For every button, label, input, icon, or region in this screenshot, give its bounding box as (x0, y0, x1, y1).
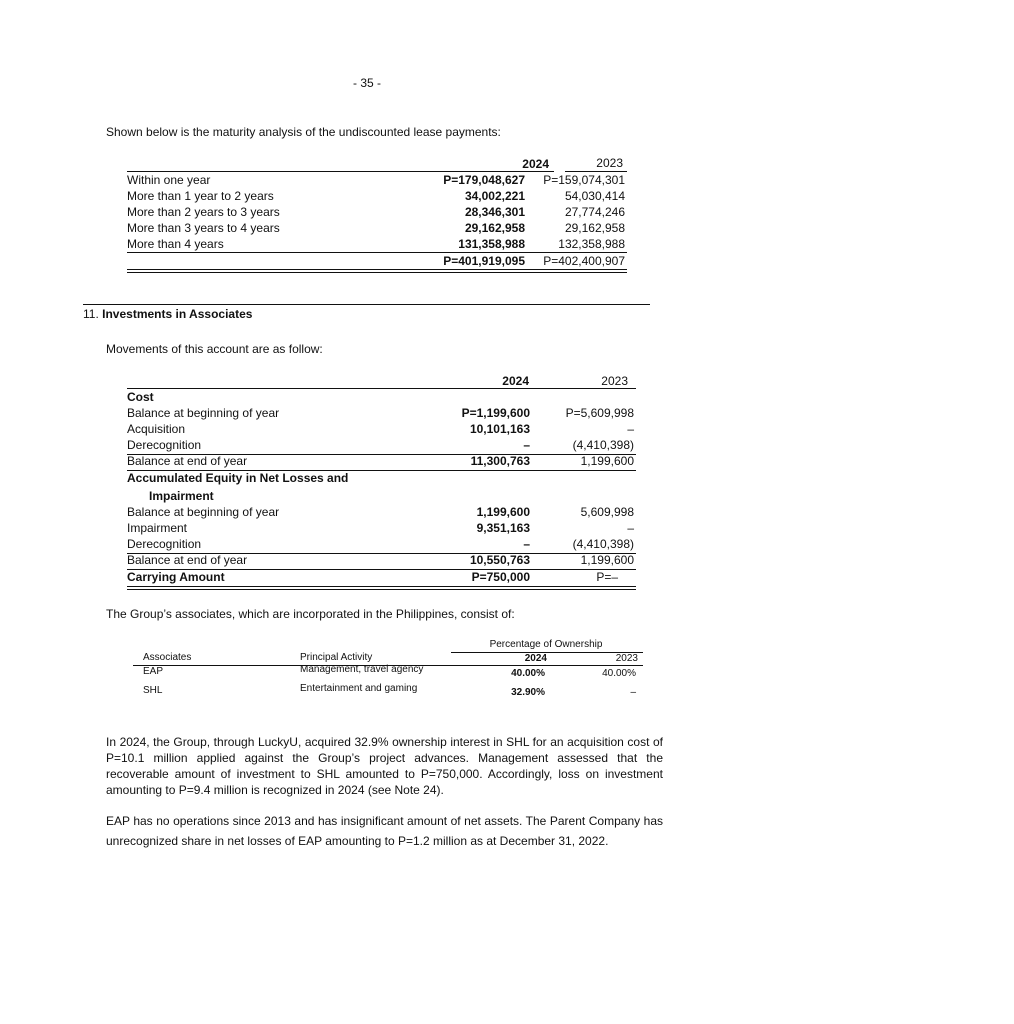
value-2024: 34,002,221 (464, 189, 525, 203)
col-assoc-2024: 2024 (524, 653, 547, 664)
value-2023: 29,162,958 (564, 221, 625, 235)
col-assoc-2023: 2023 (615, 653, 638, 664)
value-2023: (4,410,398) (572, 438, 634, 452)
equity-header-line-1: Accumulated Equity in Net Losses and (127, 471, 349, 485)
paragraph-acquisition: In 2024, the Group, through LuckyU, acquired 32.9% ownership interest in SHL for an acquisition cost of P=10.1 million applied against the Group’s project advances. Management assessed that the recoverable amount of investment to SHL amounted to P=750,000. Accordingly, loss on investment amounting to P=9.4 million is recognized in 2024 (see Note 24). (106, 735, 663, 797)
equity-header-line-2: Impairment (149, 489, 214, 503)
row-label: Derecognition (127, 438, 202, 452)
value-2023: 27,774,246 (564, 205, 625, 219)
cost-subtotal-rule (127, 454, 636, 455)
carrying-2024: P=750,000 (471, 570, 530, 584)
col-principal-activity: Principal Activity (300, 652, 373, 663)
lease-total-2023: P=402,400,907 (543, 254, 625, 268)
lease-col-2023: 2023 (596, 156, 623, 170)
value-2024: 29,162,958 (464, 221, 525, 235)
value-2024: P=1,199,600 (461, 406, 530, 420)
pct-ownership-header: Percentage of Ownership (489, 639, 603, 650)
value-2024: 9,351,163 (476, 521, 530, 535)
lease-row (127, 205, 627, 221)
associate-pct-2023: 40.00% (602, 668, 636, 679)
cost-header: Cost (127, 390, 154, 404)
equity-row (127, 553, 636, 569)
value-2024: P=179,048,627 (443, 173, 525, 187)
lease-total-double-rule (127, 269, 627, 273)
associate-row (133, 685, 643, 701)
row-label: Acquisition (127, 422, 186, 436)
value-2024: 131,358,988 (458, 237, 525, 251)
row-label: Balance at beginning of year (127, 406, 280, 420)
carrying-amount-row (127, 570, 636, 586)
equity-row (127, 521, 636, 537)
col-associates: Associates (143, 652, 192, 663)
value-2023: 5,609,998 (580, 505, 634, 519)
section-heading (83, 307, 252, 321)
value-2024: – (523, 537, 530, 551)
paragraph-eap: EAP has no operations since 2013 and has insignificant amount of net assets. The Parent Company has unrecognized share in net losses of EAP amounting to P=1.2 million as at December 31, 2022. (106, 814, 663, 848)
associates-table (133, 639, 643, 709)
cost-row (127, 438, 636, 454)
value-2023: (4,410,398) (572, 537, 634, 551)
movements-intro: Movements of this account are as follow: (106, 342, 323, 356)
row-label: Within one year (127, 173, 211, 187)
value-2023: 1,199,600 (580, 454, 634, 468)
associate-pct-2024: 32.90% (511, 687, 545, 698)
equity-row (127, 505, 636, 521)
value-2023: P=5,609,998 (565, 406, 634, 420)
associate-row (133, 666, 643, 682)
row-label: More than 2 years to 3 years (127, 205, 280, 219)
value-2023: P=159,074,301 (543, 173, 625, 187)
associate-name: SHL (143, 685, 163, 696)
value-2023: – (627, 521, 634, 535)
value-2024: 1,199,600 (476, 505, 530, 519)
value-2023: 1,199,600 (580, 553, 634, 567)
movements-col-2023: 2023 (601, 374, 628, 388)
lease-header-rule-2023 (565, 171, 627, 172)
value-2023: – (627, 422, 634, 436)
lease-subtotal-rule (127, 252, 627, 253)
value-2024: 28,346,301 (464, 205, 525, 219)
row-label: Impairment (127, 521, 188, 535)
associate-name: EAP (143, 666, 164, 677)
value-2023: 132,358,988 (558, 237, 625, 251)
section-divider (83, 304, 650, 305)
associate-pct-2023: – (630, 687, 636, 698)
value-2023: 54,030,414 (564, 189, 625, 203)
value-2024: – (523, 438, 530, 452)
value-2024: 11,300,763 (470, 454, 530, 468)
lease-row (127, 221, 627, 237)
row-label: Balance at end of year (127, 454, 248, 468)
row-label: Balance at end of year (127, 553, 248, 567)
row-label: Derecognition (127, 537, 202, 551)
section-number: 11. (83, 307, 99, 321)
lease-row (127, 237, 627, 253)
associate-activity: Entertainment and gaming (300, 683, 418, 694)
row-label: More than 4 years (127, 237, 224, 251)
carrying-double-rule (127, 586, 636, 590)
cost-row (127, 406, 636, 422)
row-label: Balance at beginning of year (127, 505, 280, 519)
lease-row (127, 173, 627, 189)
movements-header-rule (127, 388, 636, 389)
value-2024: 10,101,163 (469, 422, 530, 436)
lease-total-2024: P=401,919,095 (443, 254, 525, 268)
carrying-2023: P=– (596, 570, 618, 584)
associate-pct-2024: 40.00% (511, 668, 545, 679)
lease-row (127, 189, 627, 205)
cost-row (127, 454, 636, 470)
row-label: More than 3 years to 4 years (127, 221, 280, 235)
section-title: Investments in Associates (102, 307, 253, 321)
associates-intro: The Group’s associates, which are incorporated in the Philippines, consist of: (106, 607, 515, 621)
lease-intro: Shown below is the maturity analysis of the undiscounted lease payments: (106, 125, 501, 139)
page-number: - 35 - (352, 76, 381, 90)
carrying-label: Carrying Amount (127, 570, 225, 584)
value-2024: 10,550,763 (469, 553, 530, 567)
row-label: More than 1 year to 2 years (127, 189, 274, 203)
cost-row (127, 422, 636, 438)
movements-col-2024: 2024 (502, 374, 529, 388)
lease-col-2024: 2024 (522, 157, 549, 171)
lease-table (127, 155, 627, 275)
lease-header-rule (127, 171, 554, 172)
movements-table (127, 373, 636, 593)
lease-total-row (127, 254, 627, 270)
equity-row (127, 537, 636, 553)
associate-activity: Management, travel agency (300, 664, 424, 675)
equity-subtotal-rule (127, 553, 636, 554)
